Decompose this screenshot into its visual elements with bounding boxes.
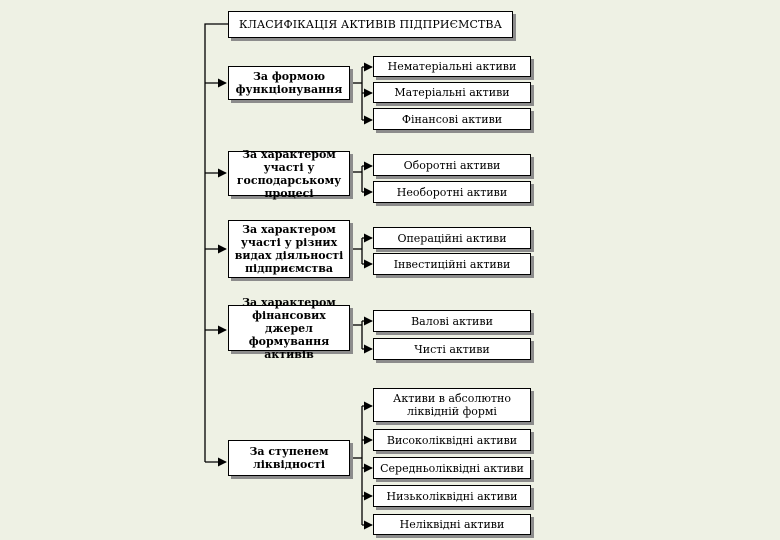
main-spine-line <box>205 24 228 462</box>
item-absolute-liquid-assets: Активи в абсолютно ліквідній формі <box>373 388 531 422</box>
item-operating-assets: Операційні активи <box>373 227 531 249</box>
group-liquidity-degree: За ступенем ліквідності <box>228 440 350 476</box>
item-low-liquid-assets: Низьколіквідні активи <box>373 485 531 507</box>
item-illiquid-assets: Неліквідні активи <box>373 514 531 535</box>
item-investment-assets: Інвестиційні активи <box>373 253 531 275</box>
item-material-assets: Матеріальні активи <box>373 82 531 103</box>
item-noncurrent-assets: Необоротні активи <box>373 181 531 203</box>
item-gross-assets: Валові активи <box>373 310 531 332</box>
item-medium-liquid-assets: Середньоліквідні активи <box>373 457 531 479</box>
item-financial-assets: Фінансові активи <box>373 108 531 130</box>
item-net-assets: Чисті активи <box>373 338 531 360</box>
group-participation-activities: За характером участі у різних видах діяльності підприємства <box>228 220 350 278</box>
item-intangible-assets: Нематеріальні активи <box>373 56 531 77</box>
group-participation-economic-process: За характером участі у господарському процесі <box>228 151 350 196</box>
item-high-liquid-assets: Високоліквідні активи <box>373 429 531 451</box>
group-form-of-functioning: За формою функціонування <box>228 66 350 100</box>
item-current-assets: Оборотні активи <box>373 154 531 176</box>
diagram-title: КЛАСИФІКАЦІЯ АКТИВІВ ПІДПРИЄМСТВА <box>228 11 513 38</box>
group-financing-sources: За характером фінансових джерел формування активів <box>228 305 350 351</box>
